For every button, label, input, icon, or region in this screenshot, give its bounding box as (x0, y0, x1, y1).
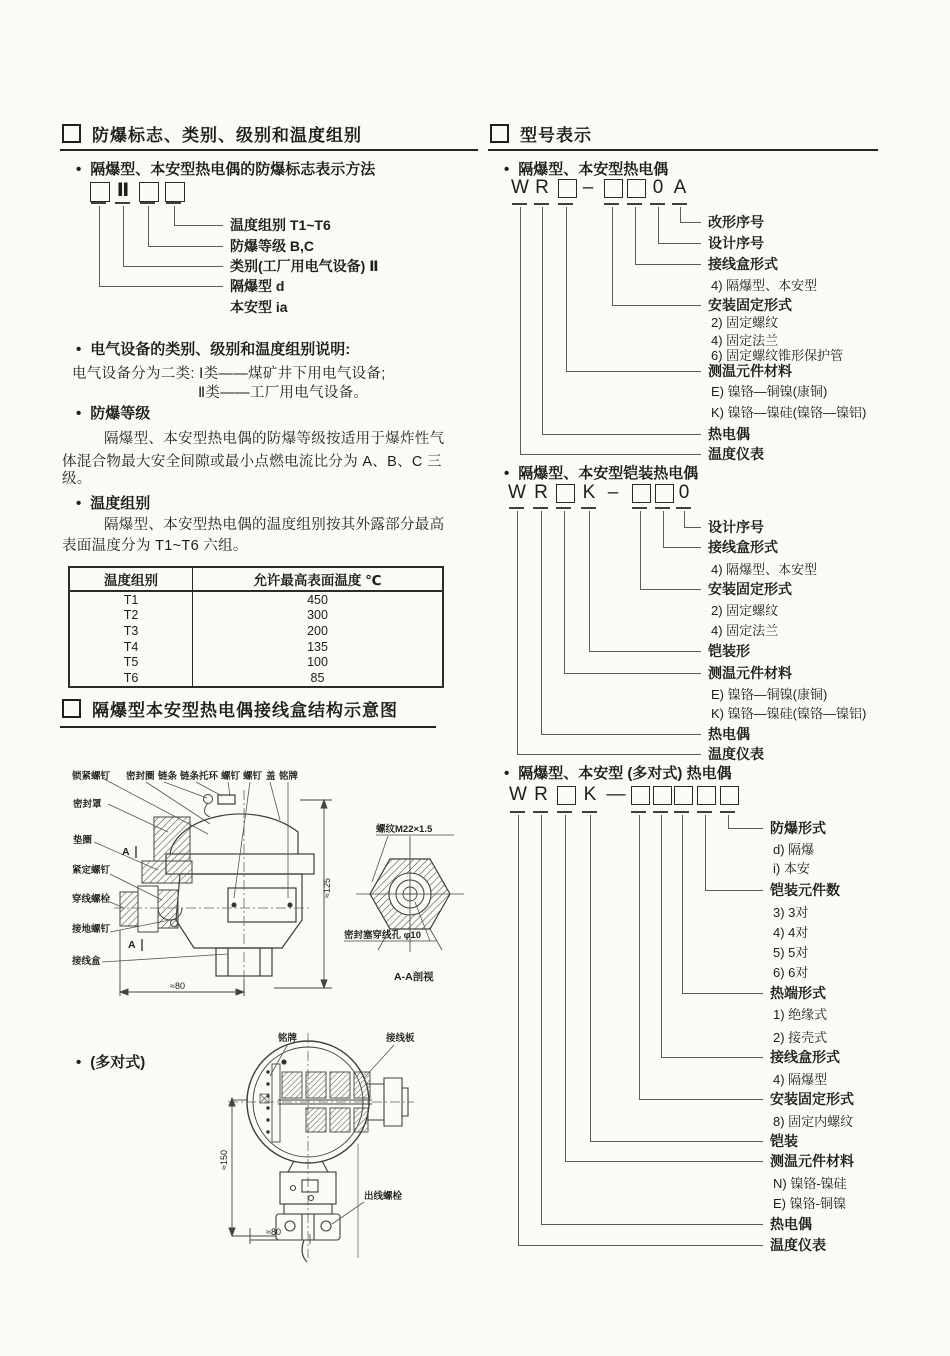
model-label: 铠装形 (708, 643, 750, 659)
model-label: 4) 固定法兰 (711, 623, 779, 638)
model-label: 改形序号 (708, 214, 764, 230)
body-line: 隔爆型、本安型热电偶的温度组别按其外露部分最高 (104, 517, 445, 533)
model-code-char: 0 (652, 177, 664, 198)
model-label: 铠装元件数 (770, 882, 840, 898)
model-label: 铠装 (770, 1133, 798, 1149)
model-label: 温度仪表 (708, 746, 764, 762)
model-label: E) 镍铬—铜镍(康铜) (711, 384, 828, 399)
leader-line (518, 815, 763, 1246)
part-label: 密封圈 (126, 771, 155, 782)
model-label: 防爆形式 (770, 820, 826, 836)
dimension-width: ≈80 (266, 1227, 281, 1237)
model-label: 4) 4对 (773, 925, 809, 940)
model-label: 热电偶 (708, 426, 750, 442)
part-label: 垫圈 (73, 835, 93, 846)
code-tick (533, 811, 548, 813)
model-label: d) 隔爆 (773, 842, 815, 857)
body-line: Ⅱ类——工厂用电气设备。 (198, 385, 369, 401)
body-line: 电气设备分为二类: Ⅰ类——煤矿井下用电气设备; (72, 366, 386, 382)
model-label: 安装固定形式 (770, 1091, 854, 1107)
section-mark-a: A (122, 846, 130, 858)
model-code-char: K (583, 784, 597, 805)
model-label: 2) 固定螺纹 (711, 603, 779, 618)
model-label: N) 镍铬-镍硅 (773, 1176, 847, 1191)
model-code-box (720, 786, 739, 805)
table-cell: 200 (307, 623, 328, 638)
table-cell: 85 (310, 670, 325, 685)
model-code-char: — (606, 784, 626, 805)
thread-spec-label: 螺纹M22×1.5 (376, 824, 433, 835)
table-cell: 100 (307, 655, 328, 670)
model-label: E) 镍铬-铜镍 (773, 1196, 846, 1211)
model-code-char: Ⅱ (116, 180, 130, 201)
model-label: 隔爆型 d (230, 278, 285, 294)
model-label: 安装固定形式 (708, 581, 792, 597)
bullet-label: 隔爆型、本安型热电偶的防爆标志表示方法 (90, 161, 376, 178)
body-line: 表面温度分为 T1~T6 六组。 (62, 538, 248, 554)
model-label: 接线盒形式 (708, 256, 778, 272)
model-code-char: R (534, 784, 548, 805)
code-tick (697, 811, 712, 813)
table-cell: T3 (70, 623, 193, 639)
bullet-label: 隔爆型、本安型 (多对式) 热电偶 (518, 765, 732, 782)
model-label: i) 本安 (773, 861, 810, 876)
bullet-label: 防爆等级 (90, 405, 151, 422)
table-header-maxtemp: 允许最高表面温度 ℃ (253, 573, 382, 588)
dimension-height: ≈150 (219, 1150, 229, 1170)
model-label: 6) 6对 (773, 965, 809, 980)
part-label: 接地螺钉 (72, 924, 111, 935)
table-cell: T6 (70, 670, 193, 686)
part-label: 锁紧螺钉 (72, 771, 111, 782)
model-code-char: – (607, 482, 619, 503)
model-label: 5) 5对 (773, 945, 809, 960)
bullet-label: 电气设备的类别、级别和温度组别说明: (90, 341, 351, 358)
model-label: 接线盒形式 (770, 1049, 840, 1065)
model-label: 设计序号 (708, 519, 764, 535)
bullet-label: 温度组别 (90, 495, 151, 512)
model-code-box (674, 786, 693, 805)
code-tick (582, 811, 597, 813)
dimension-width: ≈80 (170, 981, 185, 991)
outlet-bolt-label: 出线螺栓 (364, 1191, 403, 1202)
part-label: 密封罩 (73, 799, 102, 810)
terminal-board-label: 接线板 (386, 1033, 415, 1044)
table-cell: T1 (70, 592, 193, 608)
model-label: K) 镍铬—镍硅(镍铬—镍铝) (711, 405, 867, 420)
model-label: 类别(工厂用电气设备) Ⅱ (230, 258, 379, 274)
model-code-box (653, 786, 672, 805)
code-tick (631, 811, 646, 813)
model-label: 温度组别 T1~T6 (230, 217, 331, 233)
model-label: 测温元件材料 (708, 363, 792, 379)
model-label: 本安型 ia (230, 299, 288, 315)
model-code-char: W (509, 784, 527, 805)
model-label: 安装固定形式 (708, 297, 792, 313)
table-cell: T2 (70, 608, 193, 624)
section-title: 防爆标志、类别、级别和温度组别 (92, 126, 362, 145)
model-code-char: R (535, 177, 549, 198)
part-label: 链条托环 (180, 771, 219, 782)
bullet-icon: • (504, 765, 510, 782)
bullet-icon: • (76, 341, 82, 358)
part-label: 螺钉 (243, 771, 263, 782)
part-label: 螺钉 (221, 771, 241, 782)
bullet-icon: • (504, 161, 510, 178)
bullet-icon: • (76, 1054, 82, 1071)
model-label: 4) 固定法兰 (711, 333, 779, 348)
section-mark-a: A (128, 939, 136, 951)
table-cell: 450 (307, 592, 328, 607)
part-label: 穿线螺栓 (72, 894, 111, 905)
bullet-icon: • (504, 465, 510, 482)
model-label: 3) 3对 (773, 905, 809, 920)
bullet-icon: • (76, 161, 82, 178)
model-code-char: K (582, 482, 596, 503)
wire-hole-label: 密封塞穿线孔 φ10 (344, 930, 422, 941)
bullet-label: (多对式) (90, 1054, 146, 1071)
bullet-label: 隔爆型、本安型热电偶 (518, 161, 669, 178)
model-label: 测温元件材料 (708, 665, 792, 681)
model-label: 设计序号 (708, 235, 764, 251)
model-label: 4) 隔爆型 (773, 1072, 828, 1087)
model-label: 6) 固定螺纹锥形保护管 (711, 348, 844, 363)
aa-view-caption: A-A剖视 (394, 971, 434, 983)
model-code-char: 0 (678, 482, 690, 503)
table-cell: 300 (307, 608, 328, 623)
model-code-box (631, 786, 650, 805)
table-cell: T4 (70, 639, 193, 655)
code-tick (557, 811, 572, 813)
model-label: 接线盒形式 (708, 539, 778, 555)
code-tick (720, 811, 735, 813)
table-cell: T5 (70, 654, 193, 670)
model-label: K) 镍铬—镍硅(镍铬—镍铝) (711, 706, 867, 721)
part-label: 盖 (266, 771, 276, 782)
code-tick (510, 811, 525, 813)
body-line: 级。 (62, 471, 92, 487)
model-code-box (697, 786, 716, 805)
part-label: 链条 (158, 771, 178, 782)
model-label: 温度仪表 (708, 446, 764, 462)
body-line: 体混合物最大安全间隙或最小点燃电流比分为 A、B、C 三 (62, 454, 442, 470)
nameplate-label: 铭牌 (278, 1033, 298, 1044)
model-label: 4) 隔爆型、本安型 (711, 278, 818, 293)
bullet-icon: • (76, 495, 82, 512)
part-label: 接线盒 (72, 956, 101, 967)
model-label: 测温元件材料 (770, 1153, 854, 1169)
part-label: 紧定螺钉 (72, 865, 111, 876)
model-code-box (557, 786, 576, 805)
model-code-char: W (508, 482, 526, 503)
code-tick (674, 811, 689, 813)
model-code-char: R (534, 482, 548, 503)
bullet-label: 隔爆型、本安型铠装热电偶 (518, 465, 699, 482)
model-label: 2) 固定螺纹 (711, 315, 779, 330)
code-tick (653, 811, 668, 813)
dimension-height: ≈125 (322, 878, 332, 898)
model-label: 1) 绝缘式 (773, 1007, 828, 1022)
table-cell: 135 (307, 639, 328, 654)
model-label: 防爆等级 B,C (230, 238, 314, 254)
model-label: 热电偶 (708, 726, 750, 742)
model-label: 4) 隔爆型、本安型 (711, 562, 818, 577)
model-label: E) 镍铬—铜镍(康铜) (711, 687, 828, 702)
model-label: 2) 接壳式 (773, 1030, 828, 1045)
table-header-group: 温度组别 (70, 568, 193, 590)
model-label: 热电偶 (770, 1216, 812, 1232)
model-label: 温度仪表 (770, 1237, 826, 1253)
model-code-char: A (673, 177, 687, 198)
model-code-char: W (511, 177, 529, 198)
model-label: 热端形式 (770, 985, 826, 1001)
model-code-char: – (582, 177, 594, 198)
body-line: 隔爆型、本安型热电偶的防爆等级按适用于爆炸性气 (104, 431, 445, 447)
bullet-icon: • (76, 405, 82, 422)
model-label: 8) 固定内螺纹 (773, 1114, 854, 1129)
part-label: 铭牌 (279, 771, 299, 782)
section-title: 隔爆型本安型热电偶接线盒结构示意图 (92, 701, 398, 720)
section-title: 型号表示 (520, 126, 592, 145)
